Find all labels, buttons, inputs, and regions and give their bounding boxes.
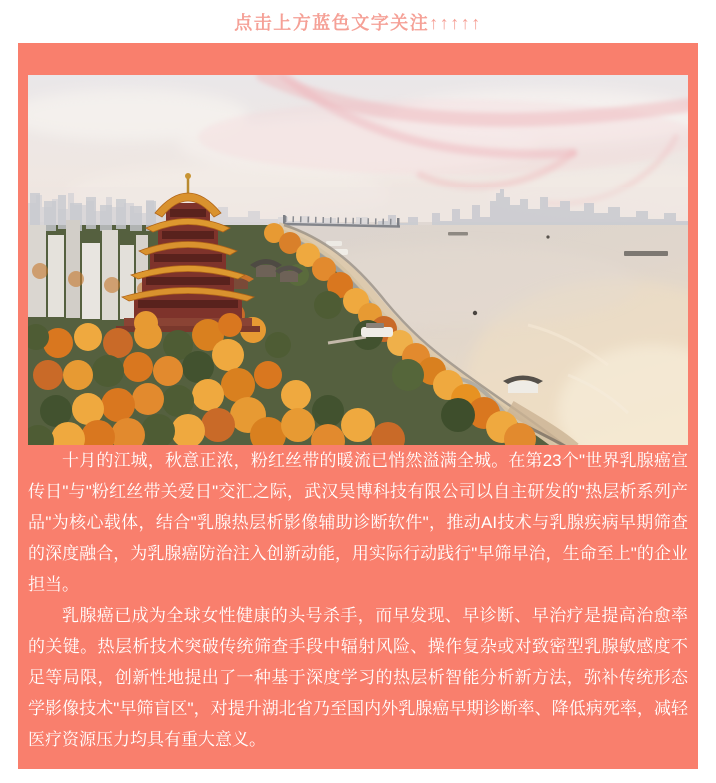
hero-photo — [28, 75, 688, 445]
article-card — [18, 43, 698, 769]
article-paragraph-2: 乳腺癌已成为全球女性健康的头号杀手，而早发现、早诊断、早治疗是提高治愈率的关键。热层析技术突破传统筛查手段中辐射风险、操作复杂或对致密型乳腺敏感度不足等局限，创新性地提出了一种基于深度学习的热层析智能分析新方法，弥补传统形态学影像技术"早筛盲区"，对提升湖北省乃至国内外乳腺癌早期诊断率、降低病死率，减轻医疗资源压力均具有重大意义。 — [28, 606, 688, 749]
article-paragraph-1: 十月的江城，秋意正浓，粉红丝带的暖流已悄然溢满全城。在第23个"世界乳腺癌宣传日"与"粉红丝带关爱日"交汇之际，武汉昊博科技有限公司以自主研发的"热层析系列产品"为核心载体，结合"乳腺热层析影像辅助诊断软件"，推动AI技术与乳腺疾病早期筛查的深度融合，为乳腺癌防治注入创新动能，用实际行动践行"早筛早治，生命至上"的企业担当。 — [28, 451, 688, 594]
follow-banner-text: 点击上方蓝色文字关注↑↑↑↑↑ — [234, 12, 482, 33]
yellow-crane-tower-autumn-scene — [28, 75, 688, 445]
